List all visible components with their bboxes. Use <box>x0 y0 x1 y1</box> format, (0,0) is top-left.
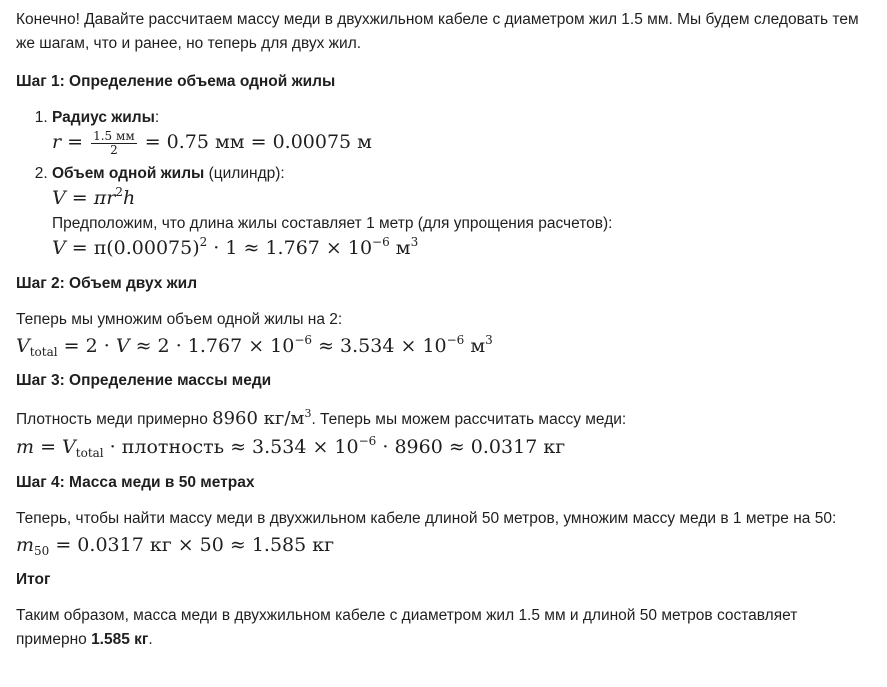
radius-label: Радиус жилы <box>52 109 155 127</box>
intro-paragraph: Конечно! Давайте рассчитаем массу меди в двухжильном кабеле с диаметром жил 1.5 мм. Мы будем следовать тем же шагам, что и ранее, но теперь для двух жил. <box>16 11 859 53</box>
list-item: 1. Радиус жилы: r = $\frac{1.5 мм}{2}$ = 0.75 мм = 0.00075 м <box>52 106 871 156</box>
step2-formula: $V_{total} = 2 \cdot V \approx 2 \cdot 1.767 \times 10^{-6} \approx 3.534 \times 10^{-6}$ $м^3$ <box>16 332 493 359</box>
final-result: 1.585 кг <box>91 631 149 649</box>
step3-text: Плотность меди примерно 8960 $кг/м^3$. Теперь мы можем рассчитать массу меди: <box>16 407 627 430</box>
list-item: 2. Объем одной жилы (цилиндр): $V = \pi r^2h$ Предположим, что длина жилы составляет 1 метр (для упрощения расчетов): $V = \pi(0.00075)^2 \cdot 1 \approx 1.767 \times 10^{-6}$ $м^3$ <box>52 162 871 261</box>
step2-text: Теперь мы умножим объем одной жилы на 2: <box>16 310 343 328</box>
step1-heading: Шаг 1: Определение объема одной жилы <box>16 73 336 91</box>
step1-list <box>16 106 871 262</box>
step3-formula: $m = V_{total}$ · плотность ≈ $3.534 \times 10^{-6} \cdot 8960 \approx 0.0317$ кг <box>16 434 566 461</box>
assumption-text: Предположим, что длина жилы составляет 1 метр (для упрощения расчетов): <box>52 214 613 232</box>
summary-text: Таким образом, масса меди в двухжильном кабеле с диаметром жил 1.5 мм и длиной 50 метров составляет примерно 1.585 кг. <box>16 607 798 649</box>
volume-label: Объем одной жилы <box>52 165 205 183</box>
density-value: 8960 $кг/м^3$ <box>212 407 312 430</box>
step4-text: Теперь, чтобы найти массу меди в двухжильном кабеле длиной 50 метров, умножим массу меди в 1 метре на 50: <box>16 509 837 527</box>
summary-heading: Итог <box>16 571 51 589</box>
volume-formula: $V = \pi r^2h$ <box>52 185 136 210</box>
step4-formula: $m_{50} = 0.0317$ кг × 50 ≈ 1.585 кг <box>16 533 335 558</box>
step2-heading: Шаг 2: Объем двух жил <box>16 274 198 292</box>
step4-heading: Шаг 4: Масса меди в 50 метрах <box>16 473 255 491</box>
radius-formula: r = $\frac{1.5 мм}{2}$ = 0.75 мм = 0.00075 м <box>52 129 372 157</box>
radius-fraction: $\frac{1.5 мм}{2}$ <box>93 129 135 157</box>
volume-calculation: $V = \pi(0.00075)^2 \cdot 1 \approx 1.767 \times 10^{-6}$ $м^3$ <box>52 234 419 259</box>
step3-heading: Шаг 3: Определение массы меди <box>16 372 272 390</box>
